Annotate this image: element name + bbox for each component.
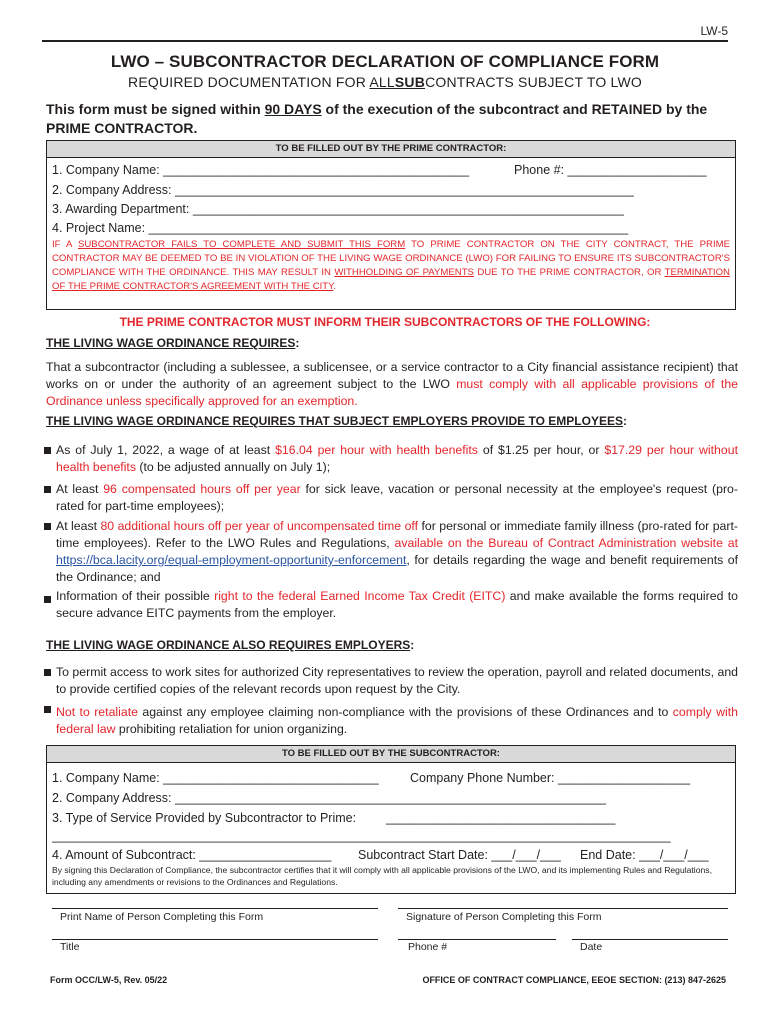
date-label: Date xyxy=(580,941,603,953)
bullet-text xyxy=(56,481,738,515)
warning-underlined: TERMINATION OF THE PRIME CONTRACTOR'S AGREEMENT WITH THE CITY xyxy=(52,267,730,292)
red-text: $17.29 per hour without health benefits xyxy=(56,443,738,474)
sub-end-date-field[interactable]: End Date: ___/___/___ xyxy=(580,848,709,862)
bullet-text: To permit access to work sites for authorized City representatives to review the operation, payroll and related documents, and to provide certified copies of the relevant records upon request by the City. xyxy=(56,665,738,696)
sub-type-of-service-field[interactable]: _________________________________ xyxy=(386,811,616,825)
bullet-icon xyxy=(44,523,51,530)
sub-section-header: TO BE FILLED OUT BY THE SUBCONTRACTOR: xyxy=(46,745,736,763)
warning-text: . xyxy=(333,281,336,292)
text: At least xyxy=(56,519,101,533)
sub-start-date-field[interactable]: Subcontract Start Date: ___/___/___ xyxy=(358,848,561,862)
red-text: 96 compensated hours off per year xyxy=(103,482,301,496)
footer-form-number: Form OCC/LW-5, Rev. 05/22 xyxy=(50,975,168,985)
lwo-requires-heading xyxy=(46,336,299,350)
red-text: right to the federal Earned Income Tax Credit (EITC) xyxy=(214,589,506,603)
sub-company-name-field[interactable]: 1. Company Name: _______________________________ xyxy=(52,771,379,785)
uncompensated-hours-bullet xyxy=(44,518,738,586)
employees-heading xyxy=(46,414,627,428)
form-title: LWO – SUBCONTRACTOR DECLARATION OF COMPLIANCE FORM xyxy=(110,52,660,71)
phone-label: Phone # xyxy=(408,941,448,953)
bullet-icon xyxy=(44,486,51,493)
sub-amount-field[interactable]: 4. Amount of Subcontract: ___________________ xyxy=(52,848,332,862)
sub-type-of-service-field-2[interactable]: _________________________________________________________________________________________ xyxy=(52,829,671,843)
also-requires-heading xyxy=(46,638,414,652)
top-rule xyxy=(42,40,728,42)
text: and make available the forms required to secure advance EITC payments from the employer. xyxy=(56,589,738,620)
text: prohibiting retaliation for union organizing. xyxy=(115,722,348,736)
form-subtitle xyxy=(0,74,770,90)
signature-label: Signature of Person Completing this Form xyxy=(406,911,602,923)
text: for sick leave, vacation or personal necessity at the employee's request (pro-rated for part-time employees); xyxy=(56,482,738,513)
bullet-text xyxy=(56,704,738,738)
form-code: LW-5 xyxy=(700,24,728,38)
text: Information of their possible xyxy=(56,589,215,603)
subtitle-text: REQUIRED DOCUMENTATION FOR xyxy=(128,74,370,90)
heading-text: THE LIVING WAGE ORDINANCE REQUIRES xyxy=(46,336,296,350)
prime-section-header: TO BE FILLED OUT BY THE PRIME CONTRACTOR: xyxy=(46,140,736,158)
text: , for details regarding the wage and benefit requirements of the Ordinance; and xyxy=(56,553,738,584)
signature-line[interactable] xyxy=(398,908,728,909)
notice-text: This form must be signed within xyxy=(46,101,265,117)
wage-bullet xyxy=(44,442,738,476)
para-red: must comply with all applicable provisions of the Ordinance unless specifically approved for an exemption. xyxy=(46,377,738,408)
prime-awarding-department-field[interactable]: 3. Awarding Department: ______________________________________________________________ xyxy=(52,202,624,216)
phone-line[interactable] xyxy=(398,939,556,940)
subtitle-sub: SUB xyxy=(394,74,426,90)
heading-colon: : xyxy=(410,638,415,652)
date-line[interactable] xyxy=(572,939,728,940)
subtitle-all: ALL xyxy=(369,74,395,90)
sub-company-phone-field[interactable]: Company Phone Number: ___________________ xyxy=(410,771,691,785)
title-label: Title xyxy=(60,941,80,953)
bullet-text xyxy=(56,442,738,476)
text: At least xyxy=(56,482,104,496)
red-text: $16.04 per hour with health benefits xyxy=(275,443,478,457)
heading-colon: : xyxy=(295,336,300,350)
sub-company-address-field[interactable]: 2. Company Address: ______________________________________________________________ xyxy=(52,791,606,805)
bullet-icon xyxy=(44,706,51,713)
bullet-icon xyxy=(44,596,51,603)
bullet-icon xyxy=(44,447,51,454)
text: As of July 1, 2022, a wage of at least xyxy=(56,443,276,457)
heading-colon: : xyxy=(622,414,627,428)
heading-text: THE LIVING WAGE ORDINANCE REQUIRES THAT SUBJECT EMPLOYERS PROVIDE TO EMPLOYEES xyxy=(46,414,623,428)
text: for personal or immediate family illness (pro-rated for part-time employees). Refer to the LWO Rules and Regulations, xyxy=(56,519,738,550)
print-name-line[interactable] xyxy=(52,908,378,909)
prime-project-name-field[interactable]: 4. Project Name: _____________________________________________________________________ xyxy=(52,221,629,235)
notice-days: 90 DAYS xyxy=(264,101,322,117)
eitc-bullet xyxy=(44,588,738,622)
compliance-warning xyxy=(52,238,730,294)
warning-underlined: WITHHOLDING OF PAYMENTS xyxy=(334,267,474,278)
red-text: available on the Bureau of Contract Administration website at xyxy=(394,536,738,550)
lwo-requires-text xyxy=(46,359,738,410)
red-text: Not to retaliate xyxy=(56,705,138,719)
prime-company-name-field[interactable]: 1. Company Name: ____________________________________________ xyxy=(52,163,470,177)
red-text: 80 additional hours off per year of uncompensated time off xyxy=(100,519,419,533)
certification-text: By signing this Declaration of Compliance, the subcontractor certifies that it will comply with all applicable provisions of the LWO, and its implementing Rules and Regulations, including any amendments or revisions to the Ordinances and Regulations. xyxy=(52,865,712,887)
warning-underlined: SUBCONTRACTOR FAILS TO COMPLETE AND SUBMIT THIS FORM xyxy=(77,239,406,250)
bullet-icon xyxy=(44,669,51,676)
sub-type-of-service-label: 3. Type of Service Provided by Subcontractor to Prime: xyxy=(52,811,357,825)
warning-text: TO PRIME CONTRACTOR ON THE CITY CONTRACT, THE PRIME CONTRACTOR MAY BE DEEMED TO BE IN VIOLATION OF THE LIVING WAGE ORDINANCE (LWO) FOR FAILING TO ENSURE ITS SUBCONTRACTOR'S COMPLIANCE WITH THE ORDINANCE. THIS MAY RESULT IN xyxy=(52,239,730,278)
red-text: comply with federal law xyxy=(56,705,738,736)
warning-text: DUE TO THE PRIME CONTRACTOR, OR xyxy=(473,267,665,278)
bullet-text xyxy=(56,518,738,586)
text: against any employee claiming non-compliance with the provisions of these Ordinances and to xyxy=(137,705,673,719)
text: (to be adjusted annually on July 1); xyxy=(136,460,331,474)
retaliation-bullet xyxy=(44,704,738,738)
site-access-bullet xyxy=(44,664,738,698)
inform-heading: THE PRIME CONTRACTOR MUST INFORM THEIR SUBCONTRACTORS OF THE FOLLOWING: xyxy=(119,315,651,329)
bullet-text xyxy=(56,588,738,622)
signing-notice xyxy=(46,100,736,138)
title-line[interactable] xyxy=(52,939,378,940)
para-text: That a subcontractor (including a sublessee, a sublicensee, or a service contractor to a City financial assistance recipient) that works on or under the authority of an agreement subject to the LWO xyxy=(46,360,738,391)
notice-text-end: of the execution of the subcontract and RETAINED by the PRIME CONTRACTOR. xyxy=(46,101,708,136)
print-name-label: Print Name of Person Completing this Form xyxy=(60,911,264,923)
bca-website-link[interactable]: https://bca.lacity.org/equal-employment-opportunity-enforcement xyxy=(56,553,407,567)
prime-phone-field[interactable]: Phone #: ____________________ xyxy=(514,163,707,177)
footer-office-contact: OFFICE OF CONTRACT COMPLIANCE, EEOE SECTION: (213) 847-2625 xyxy=(422,975,726,985)
subtitle-text-end: CONTRACTS SUBJECT TO LWO xyxy=(425,74,642,90)
text: of $1.25 per hour, or xyxy=(477,443,605,457)
prime-company-address-field[interactable]: 2. Company Address: __________________________________________________________________ xyxy=(52,183,634,197)
warning-text: IF A xyxy=(52,239,78,250)
heading-text: THE LIVING WAGE ORDINANCE ALSO REQUIRES EMPLOYERS xyxy=(46,638,411,652)
compensated-hours-bullet xyxy=(44,481,738,515)
